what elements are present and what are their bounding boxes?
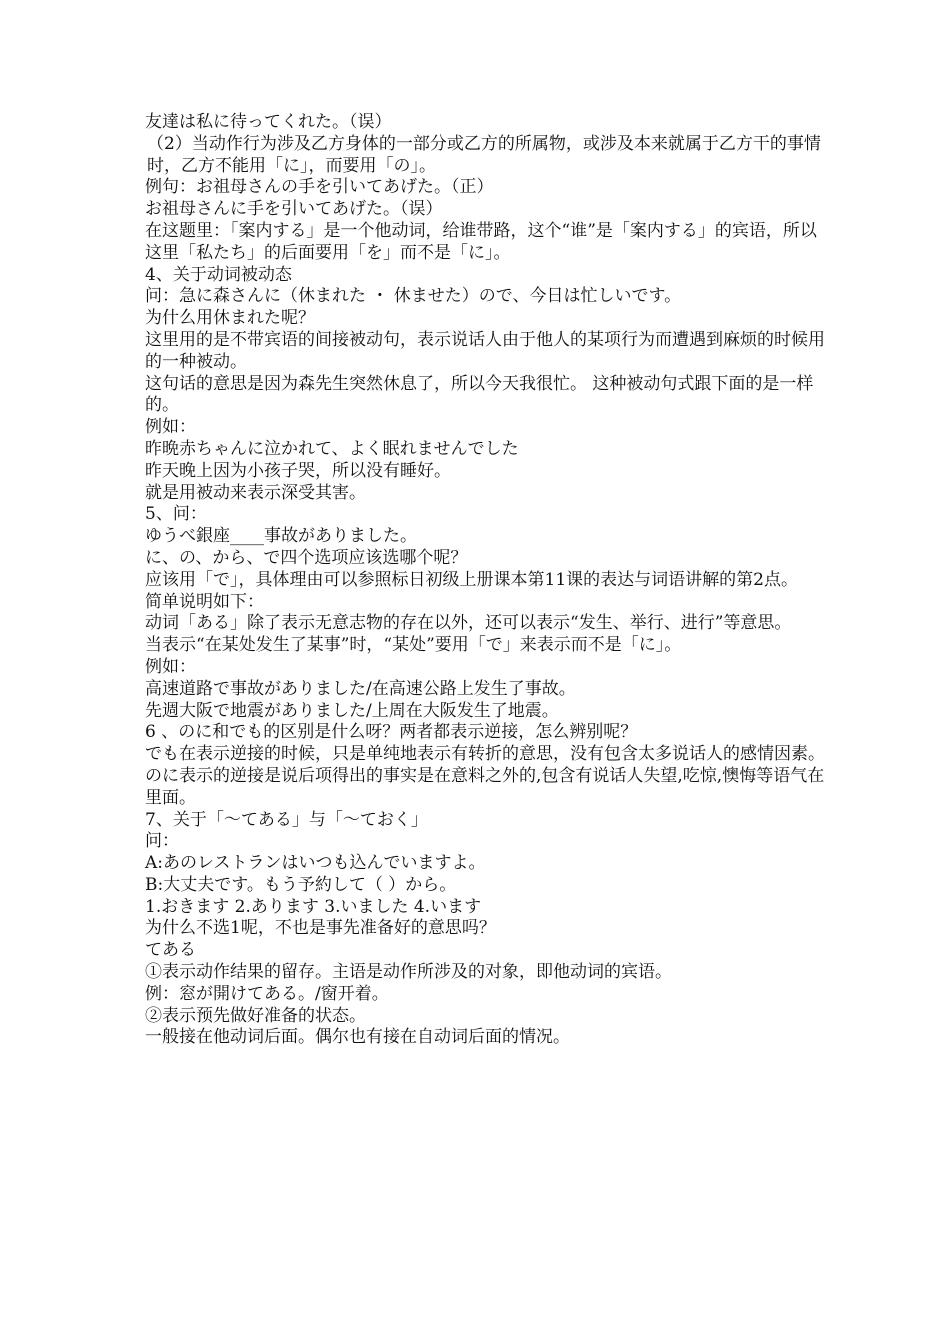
text-line: に、の、から、で四个选项应该选哪个呢？ xyxy=(145,547,468,568)
text-line: （2）当动作行为涉及乙方身体的一部分或乙方的所属物，或涉及本来就属于乙方干的事情时，乙方不能用「に」，而要用「の」。 xyxy=(147,133,821,176)
text-line: 例如： xyxy=(145,656,196,677)
text-line: 1.おきます 2.あります 3.いました 4.います xyxy=(145,896,482,917)
text-line: 问： xyxy=(145,831,179,852)
section-heading: 7、关于「～てある」与「～ておく」 xyxy=(145,809,428,830)
section-heading: 5、问： xyxy=(145,504,207,525)
text-line: 就是用被动来表示深受其害。 xyxy=(145,482,366,503)
text-line: 简单说明如下： xyxy=(145,591,264,612)
text-line: 为什么不选1呢，不也是事先准备好的意思吗？ xyxy=(145,918,496,939)
text-line: 这句话的意思是因为森先生突然休息了，所以今天我很忙。 这种被动句式跟下面的是一样的。 xyxy=(145,373,814,416)
text-line: 当表示“在某处发生了某事”时，“某处”要用「で」来表示而不是「に」。 xyxy=(145,635,682,656)
text-line: 友達は私に待ってくれた。（误） xyxy=(145,112,392,132)
text-line: 应该用「で」，具体理由可以参照标日初级上册课本第11课的表达与词语讲解的第2点。 xyxy=(145,569,798,590)
text-line: お祖母さんに手を引いてあげた。（误） xyxy=(145,199,443,220)
text-line: 高速道路で事故がありました/在高速公路上发生了事故。 xyxy=(145,678,576,699)
text-line: 在这题里：「案内する」是一个他动词，给谁带路，这个“谁”是「案内する」的宾语，所以这里「私たち」的后面要用「を」而不是「に」。 xyxy=(145,220,817,263)
text-line: 为什么用休まれた呢？ xyxy=(145,308,315,329)
text-line: 动词「ある」除了表示无意志物的存在以外，还可以表示“发生、举行、进行”等意思。 xyxy=(145,613,792,634)
text-line: でも在表示逆接的时候，只是单纯地表示有转折的意思，没有包含太多说话人的感情因素。 xyxy=(145,744,825,765)
text-line: 昨晩赤ちゃんに泣かれて、よく眠れませんでした xyxy=(145,438,519,459)
text-line: ゆうべ銀座____事故がありました。 xyxy=(145,526,417,547)
text-line: 问：急に森さんに（休まれた ・ 休ませた）ので、今日は忙しいです。 xyxy=(145,286,682,307)
text-line: 这里用的是不带宾语的间接被动句，表示说话人由于他人的某项行为而遭遇到麻烦的时候用的一种被动。 xyxy=(145,329,825,372)
section-heading: 4、关于动词被动态 xyxy=(145,264,292,285)
section-heading: 6 、のに和でも的区别是什么呀？两者都表示逆接，怎么辨别呢？ xyxy=(145,722,638,743)
text-line: のに表示的逆接是说后项得出的事实是在意料之外的,包含有说话人失望,吃惊,懊悔等语气在里面。 xyxy=(145,765,825,808)
text-line: ②表示预先做好准备的状态。 xyxy=(145,1005,366,1026)
document-body xyxy=(145,112,825,1049)
text-line: 一般接在他动词后面。偶尔也有接在自动词后面的情况。 xyxy=(145,1027,570,1048)
text-line: 例如： xyxy=(145,417,196,438)
text-line: ①表示动作结果的留存。主语是动作所涉及的对象，即他动词的宾语。 xyxy=(145,962,672,983)
text-line: B:大丈夫です。もう予約して（ ）から。 xyxy=(145,874,457,895)
text-line: てある xyxy=(145,940,196,961)
text-line: A:あのレストランはいつも込んでいますよ。 xyxy=(145,853,486,874)
text-line: 例：窓が開けてある。/窗开着。 xyxy=(145,983,389,1004)
text-line: 例句：お祖母さんの手を引いてあげた。（正） xyxy=(145,177,494,198)
text-line: 先週大阪で地震がありました/上周在大阪发生了地震。 xyxy=(145,700,559,721)
text-line: 昨天晚上因为小孩子哭，所以没有睡好。 xyxy=(145,460,451,481)
